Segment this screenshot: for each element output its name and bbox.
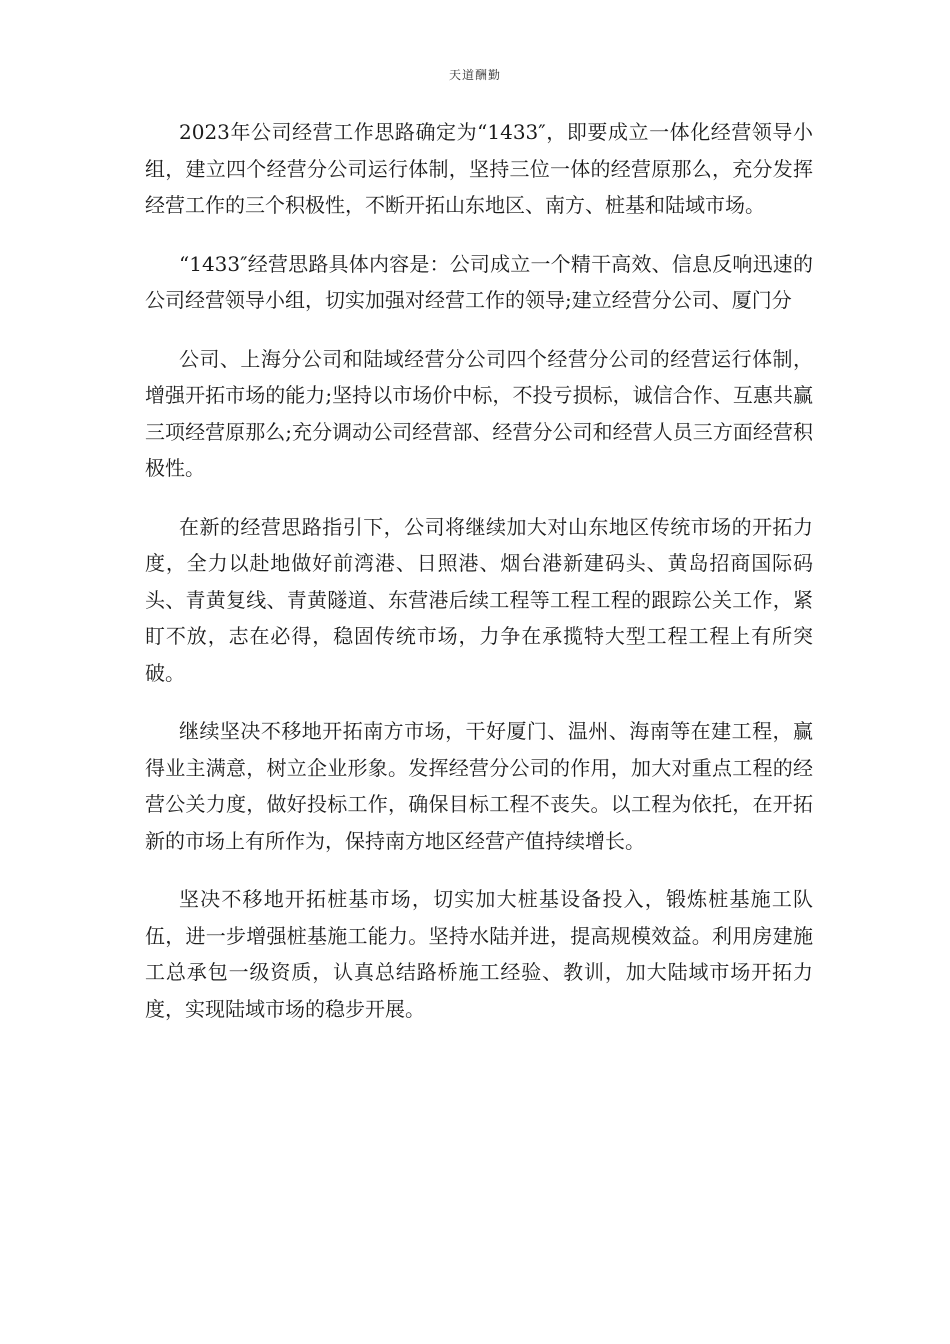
paragraph-3: 公司、上海分公司和陆域经营分公司四个经营分公司的经营运行体制，增强开拓市场的能力;坚持以市场价中标，不投亏损标，诚信合作、互惠共赢三项经营原那么;充分调动公司经营部、经营分公司和经营人员三方面经营积极性。	[145, 346, 813, 480]
document-body	[145, 114, 813, 1049]
paragraph-5: 继续坚决不移地开拓南方市场，干好厦门、温州、海南等在建工程，赢得业主满意，树立企业形象。发挥经营分公司的作用，加大对重点工程的经营公关力度，做好投标工作，确保目标工程不丧失。以工程为依托，在开拓新的市场上有所作为，保持南方地区经营产值持续增长。	[145, 719, 813, 853]
paragraph-6: 坚决不移地开拓桩基市场，切实加大桩基设备投入，锻炼桩基施工队伍，进一步增强桩基施工能力。坚持水陆并进，提高规模效益。利用房建施工总承包一级资质，认真总结路桥施工经验、教训，加大陆域市场开拓力度，实现陆域市场的稳步开展。	[145, 887, 813, 1021]
page-header: 天道酬勤	[448, 68, 501, 82]
paragraph-2: “1433″经营思路具体内容是：公司成立一个精干高效、信息反响迅速的公司经营领导小组，切实加强对经营工作的领导;建立经营分公司、厦门分	[145, 251, 813, 312]
paragraph-1: 2023年公司经营工作思路确定为“1433″，即要成立一体化经营领导小组，建立四个经营分公司运行体制，坚持三位一体的经营原那么，充分发挥经营工作的三个积极性，不断开拓山东地区、南方、桩基和陆域市场。	[145, 120, 813, 217]
paragraph-4: 在新的经营思路指引下，公司将继续加大对山东地区传统市场的开拓力度，全力以赴地做好前湾港、日照港、烟台港新建码头、黄岛招商国际码头、青黄复线、青黄隧道、东营港后续工程等工程工程的跟踪公关工作，紧盯不放，志在必得，稳固传统市场，力争在承揽特大型工程工程上有所突破。	[145, 514, 813, 685]
